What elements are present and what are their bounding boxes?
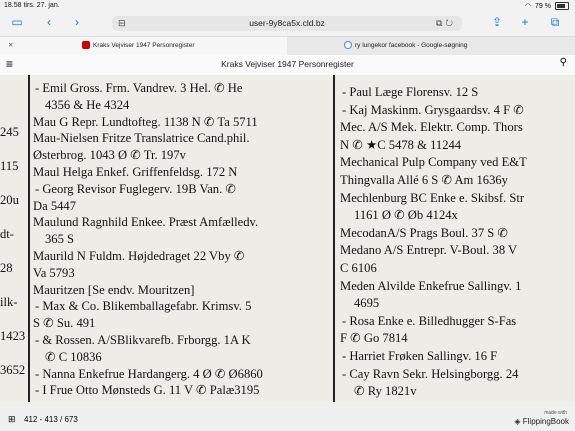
directory-line: Da 5447 — [33, 198, 77, 213]
directory-line: 1161 Ø ✆ Øb 4124x — [354, 208, 458, 223]
directory-line: Mau G Repr. Lundtofteg. 1138 N ✆ Ta 5711 — [33, 114, 258, 129]
directory-line: Maulund Ragnhild Enkee. Præst Amfælledv. — [33, 215, 259, 230]
flippingbook-favicon-icon — [82, 41, 90, 49]
directory-line: - Cay Ravn Sekr. Helsingborgg. 24 — [342, 366, 519, 381]
directory-line: N ✆ ★C 5478 & 11244 — [340, 137, 462, 152]
google-favicon-icon — [344, 41, 352, 49]
directory-line: - Paul Læge Florensv. 12 S — [342, 85, 479, 99]
directory-line: ilk- — [0, 295, 18, 309]
directory-line: ✆ C 10836 — [45, 349, 102, 364]
directory-line: Mauritzen [Se endv. Mouritzen] — [33, 282, 195, 297]
battery-percent: 79 % — [535, 2, 551, 10]
status-time: 18.58 tirs. 27. jan. — [4, 2, 60, 9]
page-counter: 412 - 413 / 673 — [24, 415, 78, 424]
directory-line: - Max & Co. Blikemballagefabr. Krimsv. 5 — [35, 299, 252, 314]
directory-line: C 6106 — [340, 261, 377, 275]
directory-line: MecodanA/S Prags Boul. 37 S ✆ — [340, 225, 508, 240]
browser-toolbar — [0, 13, 575, 33]
search-icon[interactable]: ⚲ — [559, 57, 567, 68]
page-title: Kraks Vejviser 1947 Personregister — [221, 59, 354, 69]
directory-line: 4695 — [354, 296, 380, 311]
flippingbook-logo[interactable]: ◈ FlippingBook — [514, 417, 569, 426]
tabs-icon[interactable]: ⧉ — [550, 15, 560, 29]
directory-line: 1423 — [0, 329, 26, 343]
directory-line: Va 5793 — [33, 265, 75, 280]
directory-line: Maul Helga Enkef. Griffenfeldsg. 172 N — [33, 165, 238, 179]
directory-line: 20u — [0, 193, 19, 207]
new-tab-icon[interactable]: + — [521, 15, 529, 29]
column-rule — [333, 75, 335, 402]
tab-kraks[interactable] — [0, 37, 287, 55]
directory-line: 3652 — [0, 363, 26, 377]
flipbook-header — [0, 55, 575, 76]
share-icon[interactable]: ⇪ — [491, 15, 503, 29]
directory-line: - Kaj Maskinm. Grysgaardsv. 4 F ✆ — [342, 102, 524, 117]
status-bar — [0, 0, 575, 13]
made-with-label: made with — [544, 410, 567, 416]
directory-line: ✆ Ry 1821v — [354, 384, 417, 399]
directory-line: - Nanna Enkefrue Hardangerg. 4 Ø ✆ Ø6860 — [35, 366, 263, 381]
directory-line: Mec. A/S Mek. Elektr. Comp. Thors — [340, 120, 523, 135]
directory-line: S ✆ Su. 491 — [33, 316, 96, 331]
directory-line: Østerbrog. 1043 Ø ✆ Tr. 197v — [33, 148, 186, 163]
directory-line: - Emil Gross. Frm. Vandrev. 3 Hel. ✆ He — [35, 81, 243, 95]
tab-label: Kraks Vejviser 1947 Personregister — [93, 42, 195, 49]
address-actions-icons[interactable]: ⧉↻ — [435, 18, 456, 28]
directory-line: Maurild N Fuldm. Højdedraget 22 Vby ✆ — [33, 249, 245, 263]
directory-line: - Rosa Enke e. Billedhugger S-Fas — [342, 313, 517, 328]
status-right — [525, 2, 569, 10]
directory-line: dt- — [0, 227, 14, 241]
column-rule — [28, 75, 30, 402]
tab-label: ry lungekor facebook - Google-søgning — [355, 42, 468, 49]
forward-icon[interactable]: › — [75, 15, 79, 29]
directory-line: - I Frue Otto Mønsteds G. 11 V ✆ Palæ3195 — [35, 383, 260, 398]
menu-icon[interactable]: ≡ — [6, 57, 14, 71]
directory-line: Mechlenburg BC Enke e. Skibsf. Str — [340, 190, 525, 205]
directory-line: Meden Alvilde Enkefrue Sallingv. 1 — [340, 278, 522, 293]
directory-line: 365 S — [45, 232, 75, 247]
footer-bar — [0, 402, 575, 431]
tab-strip — [0, 36, 575, 56]
directory-line: Medano A/S Entrepr. V-Boul. 38 V — [340, 243, 518, 258]
directory-line: 115 — [0, 159, 19, 173]
wifi-icon: ◠ — [524, 3, 532, 10]
back-icon[interactable]: ‹ — [47, 15, 51, 29]
url-text: user-9y8ca5x.cld.bz — [249, 18, 325, 28]
directory-line: 4356 & He 4324 — [45, 97, 130, 112]
thumbnails-icon[interactable]: ⊞ — [8, 414, 16, 424]
directory-line: Mechanical Pulp Company ved E&T — [340, 155, 527, 170]
directory-line: - Georg Revisor Fuglegerv. 19B Van. ✆ — [35, 181, 236, 196]
close-icon[interactable]: ✕ — [8, 42, 14, 49]
flippingbook-icon: ◈ — [514, 417, 521, 426]
document-page — [0, 75, 575, 402]
battery-icon — [555, 2, 569, 10]
directory-line: Mau-Nielsen Fritze Translatrice Cand.phil. — [33, 131, 250, 146]
sidebar-toggle-icon[interactable]: ▭ — [11, 15, 23, 29]
directory-line: 28 — [0, 261, 13, 275]
directory-line: - & Rossen. A/SBlikvarefb. Frborgg. 1A K — [35, 333, 251, 347]
tab-overview-icon[interactable]: ⊟ — [118, 18, 126, 28]
directory-line: Thingvalla Allé 6 S ✆ Am 1636y — [340, 173, 508, 187]
address-bar[interactable] — [112, 16, 462, 31]
directory-line: F ✆ Go 7814 — [340, 331, 408, 346]
directory-line: - Harriet Frøken Sallingv. 16 F — [342, 349, 498, 363]
directory-line: 245 — [0, 125, 19, 139]
tab-google[interactable] — [288, 37, 575, 55]
